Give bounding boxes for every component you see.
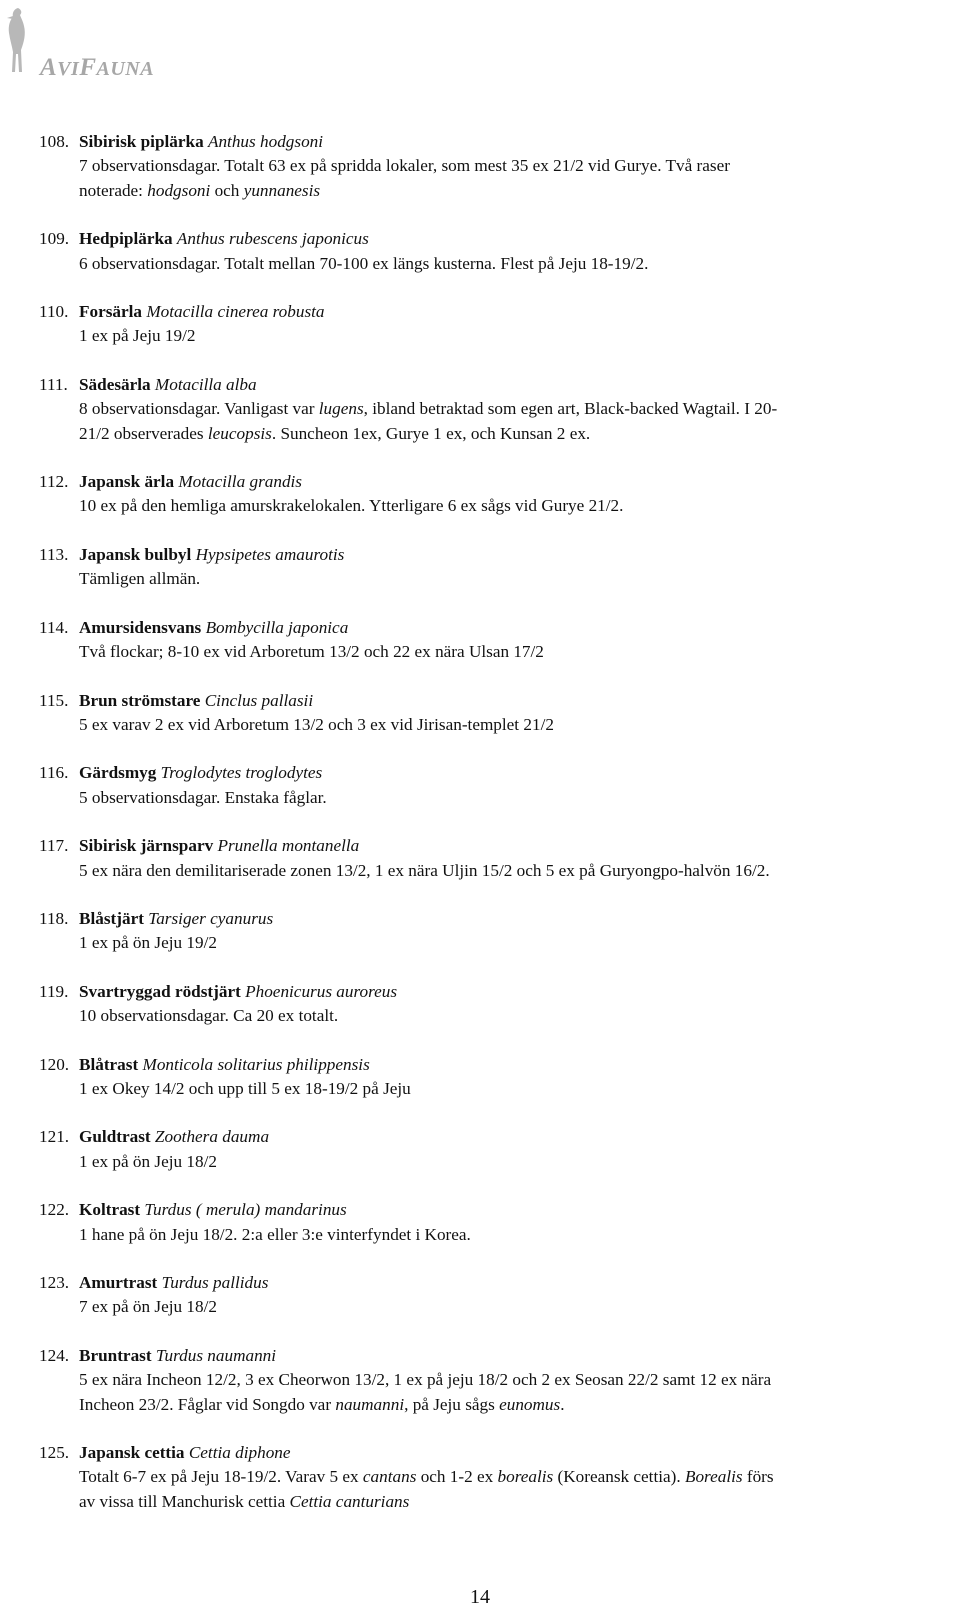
text-segment: förs bbox=[742, 1467, 774, 1487]
scientific-name: Motacilla cinerea robusta bbox=[146, 302, 325, 322]
taxon-text: lugens bbox=[318, 399, 364, 419]
swedish-name: Amurtrast bbox=[79, 1273, 158, 1292]
observation-text bbox=[39, 1393, 939, 1417]
species-heading bbox=[39, 1271, 939, 1295]
scientific-name: Tarsiger cyanurus bbox=[148, 908, 274, 928]
species-heading bbox=[39, 300, 939, 324]
species-number: 116. bbox=[39, 763, 69, 783]
observation-text bbox=[39, 1004, 939, 1028]
observation-text bbox=[39, 786, 939, 810]
species-number: 119. bbox=[39, 981, 69, 1001]
swedish-name: Japansk cettia bbox=[79, 1443, 185, 1463]
text-segment: 8 observationsdagar. Vanligast var bbox=[79, 399, 319, 419]
observation-text bbox=[39, 1368, 939, 1392]
swedish-name: Guldtrast bbox=[79, 1127, 151, 1147]
observation-text bbox=[39, 422, 939, 446]
species-entry bbox=[39, 1198, 939, 1247]
species-number: 111. bbox=[39, 374, 68, 394]
observation-text bbox=[39, 1077, 939, 1101]
text-segment: 1 ex på ön Jeju 19/2 bbox=[79, 933, 217, 953]
species-entry bbox=[39, 1344, 939, 1417]
species-number: 110. bbox=[39, 302, 69, 322]
species-heading bbox=[39, 1441, 939, 1465]
species-entry bbox=[39, 300, 939, 349]
text-segment: 7 ex på ön Jeju 18/2 bbox=[79, 1297, 217, 1317]
text-segment: 1 ex på Jeju 19/2 bbox=[79, 326, 196, 346]
species-number: 122. bbox=[39, 1200, 70, 1220]
species-number: 125. bbox=[39, 1443, 70, 1463]
scientific-name: Anthus rubescens japonicus bbox=[176, 229, 369, 249]
swedish-name: Japansk bulbyl bbox=[79, 544, 192, 564]
observation-text bbox=[39, 1150, 939, 1174]
bird-silhouette-icon bbox=[4, 6, 34, 76]
text-segment: Två flockar; 8-10 ex vid Arboretum 13/2 och 22 ex nära Ulsan 17/2 bbox=[79, 642, 544, 662]
taxon-text: naumanni bbox=[335, 1394, 405, 1414]
species-number: 113. bbox=[39, 544, 69, 564]
species-heading bbox=[39, 834, 939, 858]
text-segment: , på Jeju sågs bbox=[404, 1394, 500, 1414]
species-entry bbox=[39, 373, 939, 446]
swedish-name: Sibirisk järnsparv bbox=[79, 836, 214, 856]
species-heading bbox=[39, 1125, 939, 1149]
observation-text bbox=[39, 640, 939, 664]
observation-text bbox=[39, 494, 939, 518]
swedish-name: Koltrast bbox=[79, 1200, 141, 1220]
scientific-name: Bombycilla japonica bbox=[205, 617, 349, 637]
species-heading bbox=[39, 689, 939, 713]
observation-text bbox=[39, 1465, 939, 1489]
observation-text bbox=[39, 397, 939, 421]
species-entry bbox=[39, 907, 939, 956]
scientific-name: Prunella montanella bbox=[217, 836, 360, 856]
observation-text bbox=[39, 931, 939, 955]
species-entry bbox=[39, 834, 939, 883]
species-list bbox=[39, 130, 939, 1538]
scientific-name: Anthus hodgsoni bbox=[207, 132, 324, 151]
species-entry bbox=[39, 761, 939, 810]
scientific-name: Cettia diphone bbox=[188, 1443, 291, 1463]
text-segment: 7 observationsdagar. Totalt 63 ex på spridda lokaler, som mest 35 ex 21/2 vid Gurye. Två raser bbox=[79, 156, 730, 176]
taxon-text: Cettia canturians bbox=[289, 1491, 410, 1511]
swedish-name: Gärdsmyg bbox=[79, 763, 157, 783]
observation-text bbox=[39, 1295, 939, 1319]
text-segment: 1 ex Okey 14/2 och upp till 5 ex 18-19/2 på Jeju bbox=[79, 1078, 411, 1098]
species-heading bbox=[39, 616, 939, 640]
observation-text bbox=[39, 252, 939, 276]
text-segment: (Koreansk cettia). bbox=[553, 1467, 685, 1487]
observation-text bbox=[39, 324, 939, 348]
scientific-name: Turdus ( merula) mandarinus bbox=[144, 1200, 347, 1220]
text-segment: 5 observationsdagar. Enstaka fåglar. bbox=[79, 787, 327, 807]
species-entry bbox=[39, 227, 939, 276]
species-number: 124. bbox=[39, 1345, 70, 1365]
species-number: 109. bbox=[39, 229, 70, 249]
taxon-text: leucopsis bbox=[207, 423, 272, 443]
taxon-text: cantans bbox=[362, 1467, 417, 1487]
species-number: 117. bbox=[39, 836, 69, 856]
species-heading bbox=[39, 227, 939, 251]
species-entry bbox=[39, 470, 939, 519]
species-number: 123. bbox=[39, 1273, 70, 1292]
text-segment: noterade: bbox=[79, 180, 148, 200]
text-segment: 5 ex varav 2 ex vid Arboretum 13/2 och 3 ex vid Jirisan-templet 21/2 bbox=[79, 714, 554, 734]
text-segment: Tämligen allmän. bbox=[79, 569, 201, 589]
scientific-name: Monticola solitarius philippensis bbox=[142, 1054, 370, 1074]
species-entry bbox=[39, 616, 939, 665]
species-entry bbox=[39, 543, 939, 592]
swedish-name: Brun strömstare bbox=[79, 690, 201, 710]
species-number: 120. bbox=[39, 1054, 70, 1074]
text-segment: . bbox=[560, 1394, 565, 1414]
swedish-name: Hedpiplärka bbox=[79, 229, 173, 249]
species-entry bbox=[39, 980, 939, 1029]
swedish-name: Sibirisk piplärka bbox=[79, 132, 204, 151]
text-segment: 6 observationsdagar. Totalt mellan 70-100 ex längs kusterna. Flest på Jeju 18-19/2. bbox=[79, 253, 649, 273]
species-heading bbox=[39, 980, 939, 1004]
observation-text bbox=[39, 154, 939, 178]
text-segment: 10 ex på den hemliga amurskrakelokalen. Ytterligare 6 ex sågs vid Gurye 21/2. bbox=[79, 496, 624, 516]
species-number: 114. bbox=[39, 617, 69, 637]
swedish-name: Amursidensvans bbox=[79, 617, 202, 637]
species-number: 108. bbox=[39, 132, 70, 151]
species-heading bbox=[39, 543, 939, 567]
text-segment: Totalt 6-7 ex på Jeju 18-19/2. Varav 5 ex bbox=[79, 1467, 363, 1487]
swedish-name: Svartryggad rödstjärt bbox=[79, 981, 241, 1001]
species-heading bbox=[39, 130, 939, 154]
avifauna-logo bbox=[4, 6, 204, 86]
text-segment: 1 ex på ön Jeju 18/2 bbox=[79, 1151, 217, 1171]
scientific-name: Phoenicurus auroreus bbox=[245, 981, 398, 1001]
taxon-text: Borealis bbox=[684, 1467, 743, 1487]
swedish-name: Blåstjärt bbox=[79, 908, 144, 928]
swedish-name: Blåtrast bbox=[79, 1054, 139, 1074]
species-number: 112. bbox=[39, 472, 69, 492]
taxon-text: eunomus bbox=[499, 1394, 561, 1414]
species-entry bbox=[39, 130, 939, 203]
text-segment: 5 ex nära Incheon 12/2, 3 ex Cheorwon 13/2, 1 ex på jeju 18/2 och 2 ex Seosan 22/2 samt 12 ex nära bbox=[79, 1370, 772, 1390]
text-segment: . Suncheon 1ex, Gurye 1 ex, och Kunsan 2 ex. bbox=[271, 423, 591, 443]
observation-text bbox=[39, 713, 939, 737]
species-number: 118. bbox=[39, 908, 69, 928]
text-segment: 21/2 observerades bbox=[79, 423, 208, 443]
scientific-name: Hypsipetes amaurotis bbox=[195, 544, 345, 564]
species-entry bbox=[39, 1441, 939, 1514]
scientific-name: Motacilla alba bbox=[154, 374, 257, 394]
observation-text bbox=[39, 567, 939, 591]
species-heading bbox=[39, 470, 939, 494]
scientific-name: Turdus naumanni bbox=[155, 1345, 277, 1365]
species-heading bbox=[39, 373, 939, 397]
scientific-name: Motacilla grandis bbox=[178, 472, 302, 492]
swedish-name: Forsärla bbox=[79, 302, 143, 322]
text-segment: och 1-2 ex bbox=[416, 1467, 498, 1487]
swedish-name: Bruntrast bbox=[79, 1345, 152, 1365]
text-segment: 10 observationsdagar. Ca 20 ex totalt. bbox=[79, 1006, 339, 1026]
scientific-name: Troglodytes troglodytes bbox=[160, 763, 323, 783]
species-entry bbox=[39, 689, 939, 738]
text-segment: Incheon 23/2. Fåglar vid Songdo var bbox=[79, 1394, 336, 1414]
swedish-name: Japansk ärla bbox=[79, 472, 175, 492]
observation-text bbox=[39, 859, 939, 883]
text-segment: 5 ex nära den demilitariserade zonen 13/2, 1 ex nära Uljin 15/2 och 5 ex på Guryongpo-halvön 16/2. bbox=[79, 860, 770, 880]
observation-text bbox=[39, 179, 939, 203]
species-entry bbox=[39, 1125, 939, 1174]
observation-text bbox=[39, 1223, 939, 1247]
observation-text bbox=[39, 1490, 939, 1514]
species-entry bbox=[39, 1271, 939, 1320]
species-heading bbox=[39, 1344, 939, 1368]
species-number: 115. bbox=[39, 690, 69, 710]
species-number: 121. bbox=[39, 1127, 70, 1147]
taxon-text: yunnanesis bbox=[243, 180, 321, 200]
text-segment: av vissa till Manchurisk cettia bbox=[79, 1491, 290, 1511]
page-number: 14 bbox=[470, 1586, 490, 1608]
logo-wordmark: AVIFAUNA bbox=[40, 54, 155, 81]
text-segment: , ibland betraktad som egen art, Black-backed Wagtail. I 20- bbox=[363, 399, 778, 419]
species-entry bbox=[39, 1053, 939, 1102]
taxon-text: hodgsoni bbox=[147, 180, 211, 200]
scientific-name: Cinclus pallasii bbox=[204, 690, 314, 710]
taxon-text: borealis bbox=[497, 1467, 554, 1487]
species-heading bbox=[39, 1198, 939, 1222]
swedish-name: Sädesärla bbox=[79, 374, 151, 394]
scientific-name: Turdus pallidus bbox=[161, 1273, 269, 1292]
species-heading bbox=[39, 907, 939, 931]
species-heading bbox=[39, 1053, 939, 1077]
species-heading bbox=[39, 761, 939, 785]
text-segment: och bbox=[210, 180, 244, 200]
scientific-name: Zoothera dauma bbox=[154, 1127, 270, 1147]
text-segment: 1 hane på ön Jeju 18/2. 2:a eller 3:e vinterfyndet i Korea. bbox=[79, 1224, 471, 1244]
